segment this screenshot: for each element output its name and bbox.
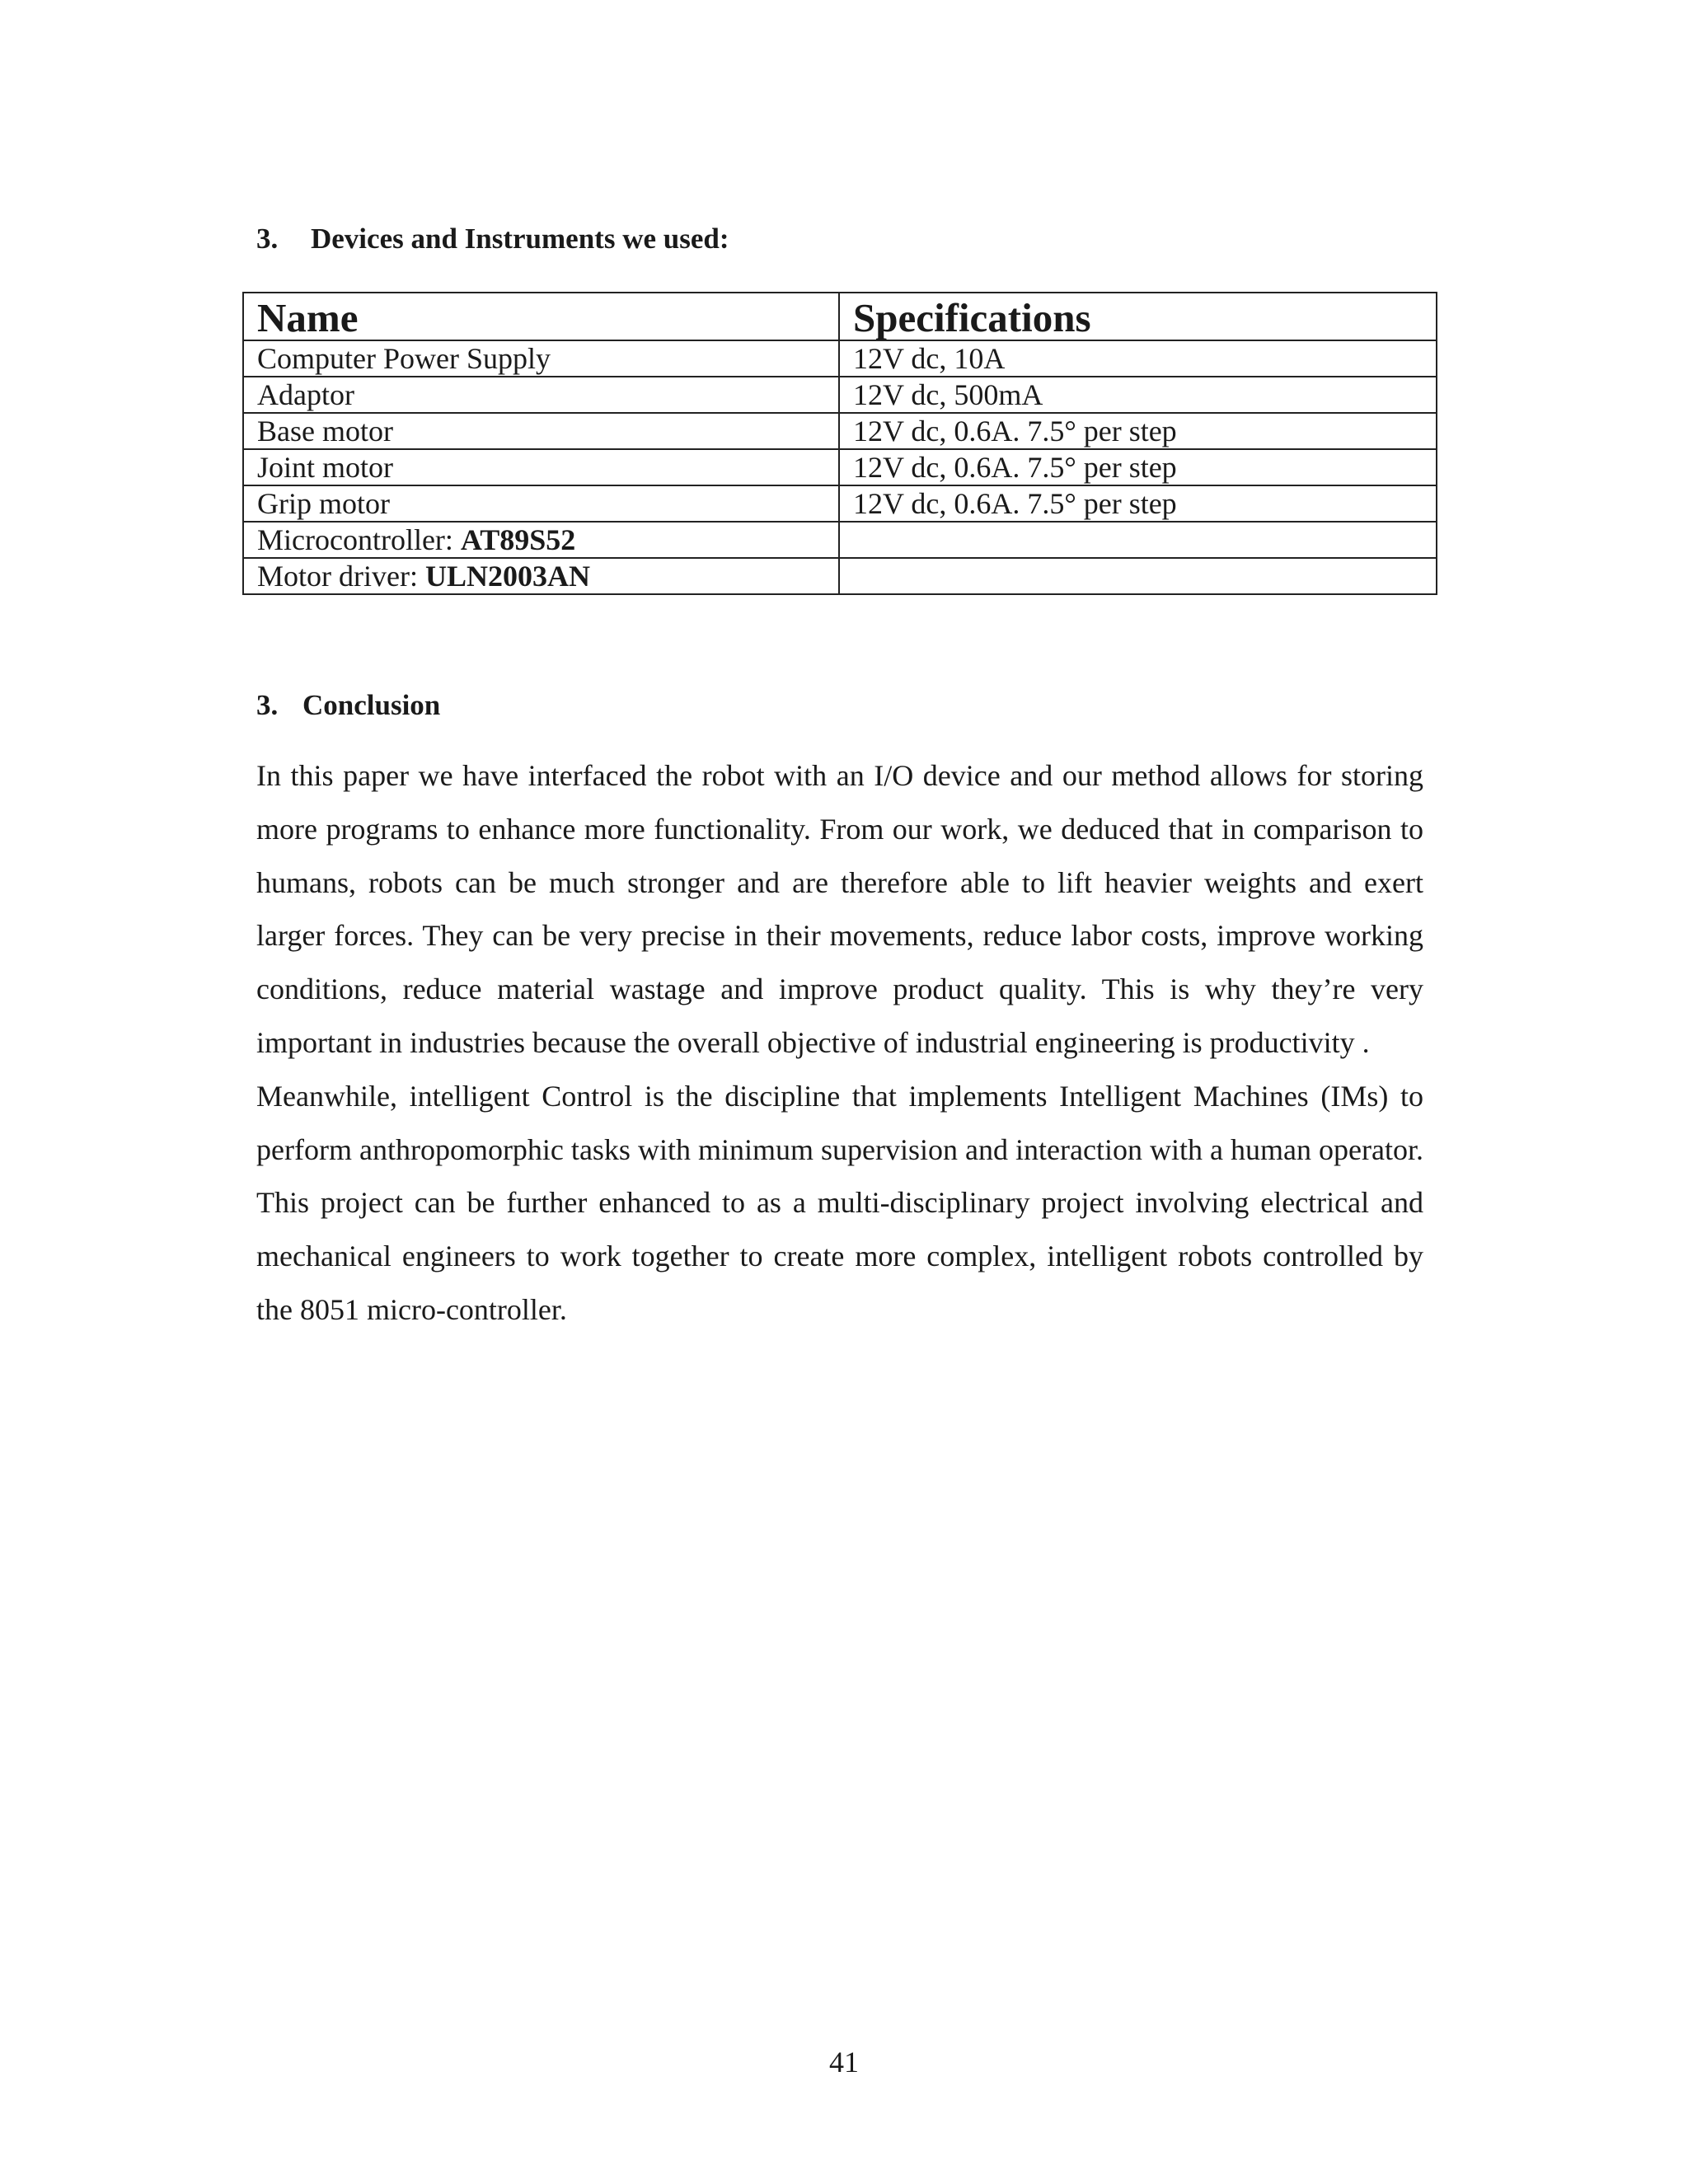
devices-section-title: Devices and Instruments we used: [311,223,729,255]
device-spec-cell [839,522,1437,558]
table-row [243,485,1437,522]
device-name: Motor driver: [257,560,425,593]
table-header-row [243,293,1437,340]
conclusion-paragraph: In this paper we have interfaced the robot with an I/O device and our method allows for storing more programs to enhance more functionality. From our work, we deduced that in comparison to humans, robots can be much stronger and are therefore able to lift heavier weights and exert larger forces. They can be very precise in their movements, reduce labor costs, improve working conditions, reduce material wastage and improve product quality. This is why they’re very important in industries because the overall objective of industrial engineering is productivity . [256,759,1423,1059]
device-name-cell [243,522,839,558]
device-part-number: AT89S52 [460,523,576,556]
device-spec-cell: 12V dc, 0.6A. 7.5° per step [839,449,1437,485]
device-name: Joint motor [257,451,394,484]
device-name-cell [243,377,839,413]
conclusion-section-number: 3. [256,689,279,721]
table-row [243,558,1437,594]
device-part-number: ULN2003AN [424,560,590,593]
conclusion-paragraph: Meanwhile, intelligent Control is the discipline that implements Intelligent Machines (IMs) to perform anthropomorphic tasks with minimum supervision and interaction with a human operator. This project can be further enhanced to as a multi-disciplinary project involving electrical and mechanical engineers to work together to create more complex, intelligent robots controlled by the 8051 micro-controller. [256,1079,1423,1326]
page-number: 41 [829,2046,859,2079]
table-row [243,413,1437,449]
device-spec-cell: 12V dc, 500mA [839,377,1437,413]
device-name-cell [243,558,839,594]
device-name: Grip motor [257,487,390,520]
table-row [243,340,1437,377]
device-name-cell [243,413,839,449]
table-row [243,449,1437,485]
table-row [243,377,1437,413]
conclusion-section-title: Conclusion [302,689,441,721]
device-spec-cell: 12V dc, 0.6A. 7.5° per step [839,485,1437,522]
column-header-name: Name [243,293,839,340]
device-name-cell [243,449,839,485]
device-spec-cell: 12V dc, 10A [839,340,1437,377]
devices-specs-table [242,292,1437,595]
devices-section-heading [256,223,729,255]
device-name: Base motor [257,415,393,448]
column-header-specifications: Specifications [839,293,1437,340]
table-row [243,522,1437,558]
devices-section-number: 3. [256,223,279,255]
device-name: Computer Power Supply [257,342,551,375]
device-spec-cell [839,558,1437,594]
device-name: Microcontroller: [257,523,461,556]
conclusion-body [256,749,1423,1337]
device-name-cell [243,485,839,522]
device-spec-cell: 12V dc, 0.6A. 7.5° per step [839,413,1437,449]
conclusion-section-heading [256,689,440,722]
device-name: Adaptor [257,378,354,411]
device-name-cell [243,340,839,377]
